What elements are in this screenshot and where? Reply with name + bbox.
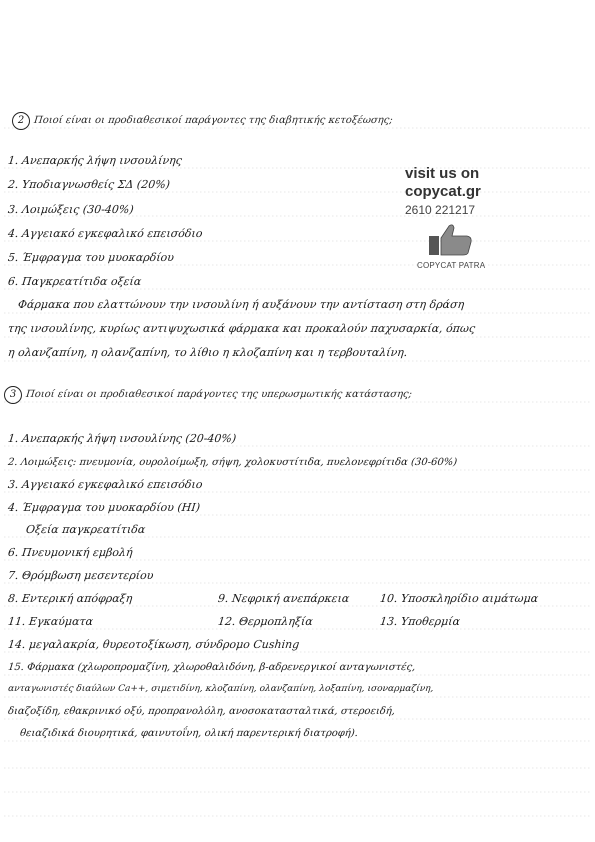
paragraph-line: διαζοξίδη, εθακρινικό οξύ, προπρανολόλη, ανοσοκατασταλτικά, στεροειδή, — [7, 706, 396, 717]
list-item: 5. Έμφραγμα του μυοκαρδίου — [7, 251, 175, 264]
watermark-brand: COPYCAT PATRA — [417, 261, 486, 270]
list-item: 9. Νεφρική ανεπάρκεια — [217, 592, 350, 605]
paragraph-line: η ολανζαπίνη, η ολανζαπίνη, το λίθιο η κλοζαπίνη και η τερβουταλίνη. — [7, 346, 409, 359]
question-heading: Ποιοί είναι οι προδιαθεσικοί παράγοντες της διαβητικής κετοξέωσης; — [33, 115, 394, 126]
list-item: 2. Υποδιαγνωσθείς ΣΔ (20%) — [7, 178, 171, 191]
list-item: 4. Αγγειακό εγκεφαλικό επεισόδιο — [7, 227, 204, 240]
list-item: 12. Θερμοπληξία — [217, 615, 314, 628]
list-item: 13. Υποθερμία — [379, 615, 461, 628]
list-item: 4. Έμφραγμα του μυοκαρδίου (ΗΙ) — [7, 501, 201, 514]
list-item: 3. Λοιμώξεις (30-40%) — [7, 203, 135, 216]
question-number-badge: 3 — [4, 386, 22, 404]
paragraph-line: της ινσουλίνης, κυρίως αντιψυχωσικά φάρμακα και προκαλούν παχυσαρκία, όπως — [7, 322, 476, 335]
paragraph-line: 15. Φάρμακα (χλωροπρομαζίνη, χλωροθαλιδόνη, β-αδρενεργικοί ανταγωνιστές, — [7, 662, 416, 673]
list-item: 8. Εντερική απόφραξη — [7, 592, 133, 605]
paragraph-line: ανταγωνιστές διαύλων Ca++, σιμετιδίνη, κλοζαπίνη, ολανζαπίνη, λοξαπίνη, ισοναρμαζίνη, — [7, 684, 434, 694]
watermark-phone: 2610 221217 — [405, 203, 476, 217]
watermark-line: copycat.gr — [405, 183, 481, 200]
question-heading: Ποιοί είναι οι προδιαθεσικοί παράγοντες της υπερωσμωτικής κατάστασης; — [25, 389, 413, 400]
list-item: 14. μεγαλακρία, θυρεοτοξίκωση, σύνδρομο Cushing — [7, 638, 300, 651]
list-item: 3. Αγγειακό εγκεφαλικό επεισόδιο — [7, 478, 204, 491]
list-item: 10. Υποσκληρίδιο αιμάτωμα — [379, 592, 539, 605]
list-item: 2. Λοιμώξεις: πνευμονία, ουρολοίμωξη, σήψη, χολοκυστίτιδα, πυελονεφρίτιδα (30-60%) — [7, 457, 458, 468]
list-item: 6. Πνευμονική εμβολή — [7, 546, 134, 559]
question-number-badge: 2 — [12, 112, 30, 130]
watermark-line: visit us on — [405, 165, 480, 182]
list-item: 1. Ανεπαρκής λήψη ινσουλίνης — [7, 154, 183, 167]
list-item: 11. Εγκαύματα — [7, 615, 94, 628]
thumbs-up-icon — [427, 222, 477, 256]
paragraph-line: θειαζιδικά διουρητικά, φαινυτοΐνη, ολική παρεντερική διατροφή). — [19, 728, 359, 739]
list-item: Οξεία παγκρεατίτιδα — [25, 523, 146, 536]
list-item: 1. Ανεπαρκής λήψη ινσουλίνης (20-40%) — [7, 432, 237, 445]
list-item: 6. Παγκρεατίτιδα οξεία — [7, 275, 142, 288]
paragraph-line: Φάρμακα που ελαττώνουν την ινσουλίνη ή αυξάνουν την αντίσταση στη δράση — [17, 298, 465, 311]
copycat-watermark — [405, 165, 530, 270]
list-item: 7. Θρόμβωση μεσεντερίου — [7, 569, 155, 582]
